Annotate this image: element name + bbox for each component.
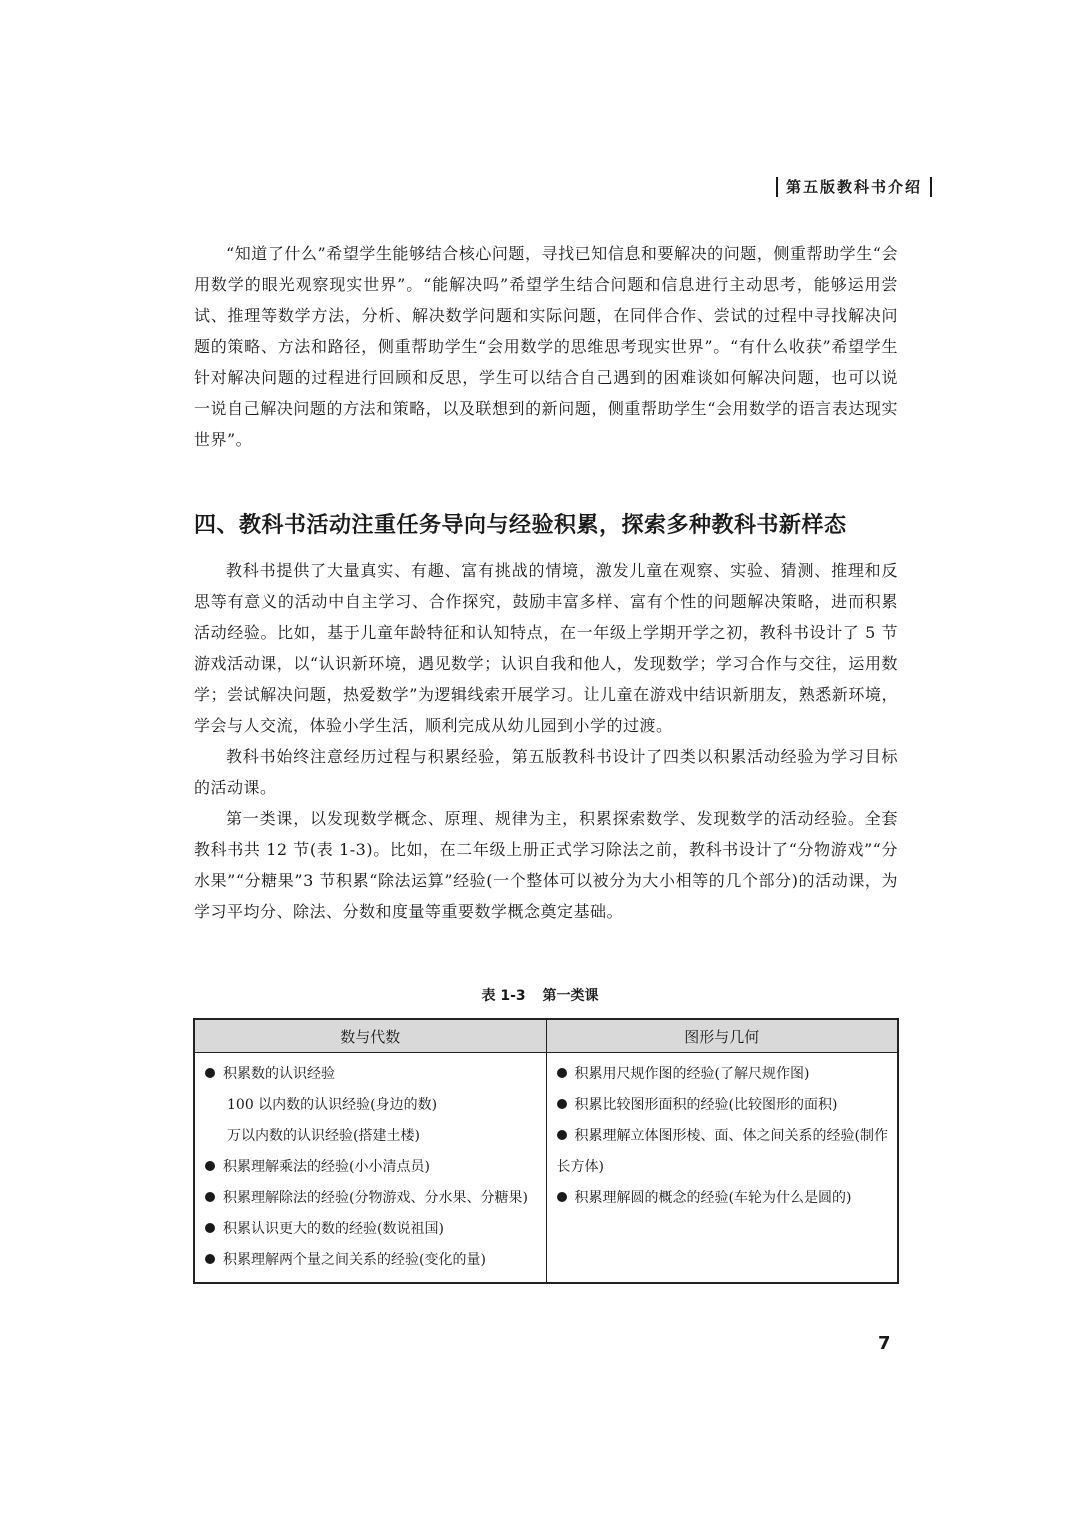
item-text: 积累用尺规作图的经验(了解尺规作图): [574, 1066, 810, 1082]
section-title: 四、教科书活动注重任务导向与经验积累，探索多种教科书新样态: [194, 513, 847, 538]
bullet-icon: [205, 1254, 215, 1264]
header-left-rule: [776, 177, 778, 197]
page-number: 7: [878, 1333, 891, 1354]
intro-paragraph: “知道了什么”希望学生能够结合核心问题，寻找已知信息和要解决的问题，侧重帮助学生“会用数学的眼光观察现实世界”。“能解决吗”希望学生结合问题和信息进行主动思考，能够运用尝试、推理等数学方法，分析、解决数学问题和实际问题，在同伴合作、尝试的过程中寻找解决问题的策略、方法和路径，侧重帮助学生“会用数学的思维思考现实世界”。“有什么收获”希望学生针对解决问题的过程进行回顾和反思，学生可以结合自己遇到的困难谈如何解决问题，也可以说一说自己解决问题的方法和策略，以及联想到的新问题，侧重帮助学生“会用数学的语言表达现实世界”。: [194, 244, 898, 449]
section-body: [194, 555, 898, 927]
bullet-icon: [205, 1223, 215, 1233]
item-text: 积累理解两个量之间关系的经验(变化的量): [223, 1252, 486, 1268]
list-item: [557, 1059, 890, 1090]
running-header: [768, 176, 940, 197]
table-caption-number: 表 1-3: [481, 988, 526, 1004]
right-column: [546, 1053, 898, 1284]
header-geometry: 图形与几何: [546, 1019, 898, 1053]
list-item: [205, 1059, 538, 1090]
list-item: [205, 1245, 538, 1276]
header-right-rule: [930, 177, 932, 197]
bullet-icon: [557, 1099, 567, 1109]
bullet-icon: [205, 1192, 215, 1202]
item-text: 积累理解立体图形棱、面、体之间关系的经验(制作长方体): [556, 1128, 888, 1175]
left-column: [194, 1053, 546, 1284]
header-title: 第五版教科书介绍: [785, 178, 922, 196]
bullet-icon: [205, 1161, 215, 1171]
item-text: 100 以内数的认识经验(身边的数): [227, 1097, 438, 1113]
table-caption: [0, 985, 1080, 1005]
list-item: [557, 1183, 890, 1214]
intro-block: [194, 238, 898, 455]
item-text: 积累理解圆的概念的经验(车轮为什么是圆的): [574, 1190, 852, 1206]
header-number-algebra: 数与代数: [194, 1019, 546, 1053]
item-text: 积累理解乘法的经验(小小清点员): [223, 1159, 430, 1175]
list-item: [205, 1090, 538, 1121]
list-item: [205, 1121, 538, 1152]
bullet-icon: [205, 1068, 215, 1078]
item-text: 积累数的认识经验: [223, 1066, 335, 1082]
body-paragraph-3: 第一类课，以发现数学概念、原理、规律为主，积累探索数学、发现数学的活动经验。全套教科书共 12 节(表 1-3)。比如，在二年级上册正式学习除法之前，教科书设计了“分物游戏”“分水果”“分糖果”3 节积累“除法运算”经验(一个整体可以被分为大小相等的几个部分)的活动课，为学习平均分、除法、分数和度量等重要数学概念奠定基础。: [194, 809, 898, 921]
table-caption-title: 第一类课: [542, 988, 599, 1004]
activity-table: [193, 1018, 899, 1284]
list-item: [205, 1152, 538, 1183]
item-text: 积累认识更大的数的经验(数说祖国): [223, 1221, 444, 1237]
bullet-icon: [557, 1192, 567, 1202]
item-text: 积累比较图形面积的经验(比较图形的面积): [574, 1097, 838, 1113]
bullet-icon: [557, 1130, 567, 1140]
table-header-row: [194, 1019, 898, 1053]
body-paragraph-1: 教科书提供了大量真实、有趣、富有挑战的情境，激发儿童在观察、实验、猜测、推理和反思等有意义的活动中自主学习、合作探究，鼓励丰富多样、富有个性的问题解决策略，进而积累活动经验。比如，基于儿童年龄特征和认知特点，在一年级上学期开学之初，教科书设计了 5 节游戏活动课，以“认识新环境，遇见数学；认识自我和他人，发现数学；学习合作与交往，运用数学；尝试解决问题，热爱数学”为逻辑线索开展学习。让儿童在游戏中结识新朋友，熟悉新环境，学会与人交流，体验小学生活，顺利完成从幼儿园到小学的过渡。: [194, 561, 898, 735]
item-text: 积累理解除法的经验(分物游戏、分水果、分糖果): [223, 1190, 528, 1206]
list-item: [557, 1090, 890, 1121]
list-item: [205, 1183, 538, 1214]
body-paragraph-2: 教科书始终注意经历过程与积累经验，第五版教科书设计了四类以积累活动经验为学习目标的活动课。: [194, 747, 898, 797]
item-text: 万以内数的认识经验(搭建土楼): [227, 1128, 420, 1144]
bullet-icon: [557, 1068, 567, 1078]
table-body-row: [194, 1053, 898, 1284]
list-item: [205, 1214, 538, 1245]
list-item: [557, 1121, 890, 1183]
